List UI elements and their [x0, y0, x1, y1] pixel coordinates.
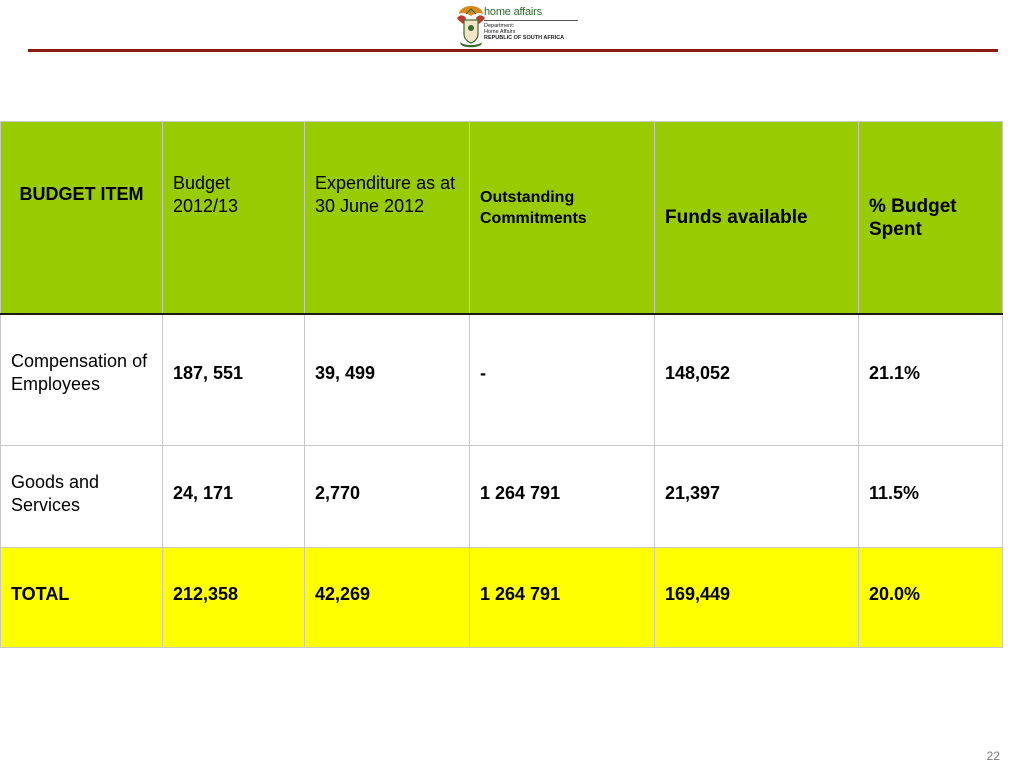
column-header-expenditure: Expenditure as at 30 June 2012	[305, 122, 470, 315]
coat-of-arms-icon	[454, 4, 488, 50]
column-header-commitments: Outstanding Commitments	[470, 122, 655, 315]
cell-item: TOTAL	[1, 548, 163, 648]
header-divider	[28, 49, 998, 52]
cell-expenditure: 39, 499	[305, 314, 470, 446]
logo-divider	[484, 20, 578, 21]
cell-budget: 24, 171	[163, 446, 305, 548]
column-header-budget: Budget 2012/13	[163, 122, 305, 315]
page-number: 22	[986, 749, 1000, 763]
cell-commitments: -	[470, 314, 655, 446]
cell-commitments: 1 264 791	[470, 548, 655, 648]
cell-item: Goods and Services	[1, 446, 163, 548]
column-header-funds-available: Funds available	[655, 122, 859, 315]
cell-funds: 21,397	[655, 446, 859, 548]
table-row	[1, 446, 1003, 548]
table-total-row	[1, 548, 1003, 648]
cell-commitments: 1 264 791	[470, 446, 655, 548]
logo-department: Department:	[484, 23, 515, 29]
cell-funds: 169,449	[655, 548, 859, 648]
cell-funds: 148,052	[655, 314, 859, 446]
column-header-budget-spent: % Budget Spent	[859, 122, 1003, 315]
table-row	[1, 314, 1003, 446]
cell-spent: 20.0%	[859, 548, 1003, 648]
department-logo	[454, 4, 584, 50]
cell-budget: 212,358	[163, 548, 305, 648]
table-header-row	[1, 122, 1003, 315]
cell-spent: 11.5%	[859, 446, 1003, 548]
cell-expenditure: 42,269	[305, 548, 470, 648]
logo-org: Home Affairs	[484, 29, 516, 35]
budget-table	[0, 121, 1003, 648]
cell-expenditure: 2,770	[305, 446, 470, 548]
column-header-budget-item: BUDGET ITEM	[1, 122, 163, 315]
cell-spent: 21.1%	[859, 314, 1003, 446]
logo-country: REPUBLIC OF SOUTH AFRICA	[484, 35, 565, 41]
cell-item: Compensation of Employees	[1, 314, 163, 446]
cell-budget: 187, 551	[163, 314, 305, 446]
logo-title: home affairs	[484, 6, 542, 18]
